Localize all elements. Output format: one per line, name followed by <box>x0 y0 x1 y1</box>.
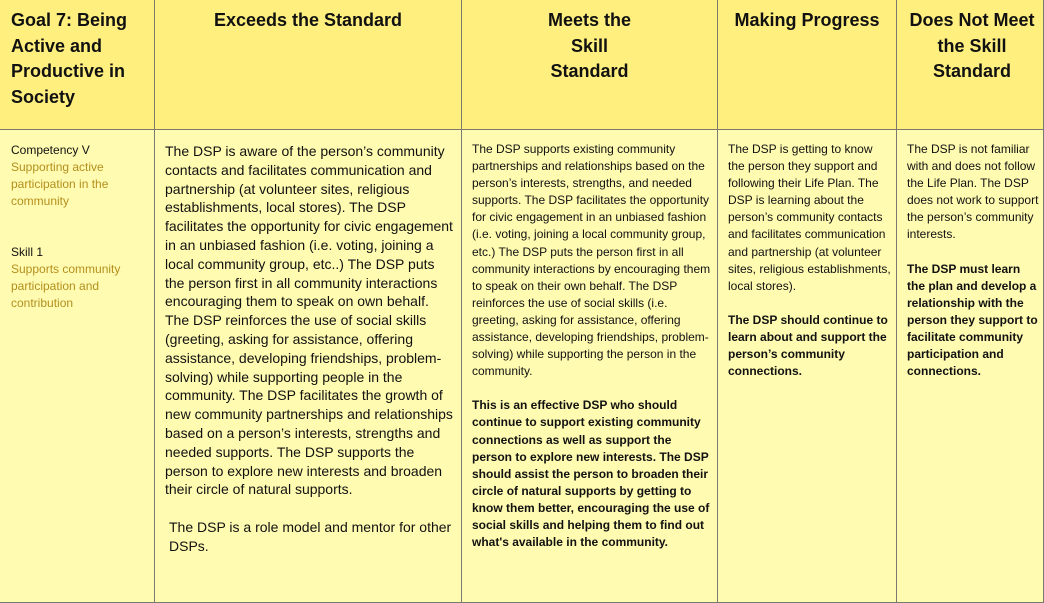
meets-recommendation: This is an effective DSP who should continue to support existing community connections as well as support the person to explore new interests. The DSP should assist the person to broaden their circle of natural supports by getting to know them better, encouraging the use of social skills and helping them to find out what's available in the community. <box>472 398 710 550</box>
level-meets-label: Meets the Skill Standard <box>547 10 632 81</box>
exceeds-cell <box>155 130 462 603</box>
meets-text: The DSP supports existing community partnerships and relationships based on the person’s interests, strengths, and needed supports. The DSP facilitates the opportunity for civic engagement in an unbiased fashion (i.e. voting, joining a local community group, etc.) The DSP puts the person first in all community interactions by encouraging them to speak on their own behalf. The DSP reinforces the use of social skills (i.e. greeting, asking for assistance, offering assistance, developing friendships, problem-solving) while supporting the person in the community. <box>472 142 711 379</box>
not-meet-cell <box>897 130 1044 603</box>
competency-label: Competency V <box>11 143 90 157</box>
level-meets-header <box>462 0 718 130</box>
progress-cell <box>718 130 897 603</box>
header-row <box>0 0 1044 130</box>
progress-recommendation: The DSP should continue to learn about and support the person’s community connections. <box>728 312 888 379</box>
level-not-meet-label: Does Not Meet the Skill Standard <box>909 10 1035 81</box>
competency-cell <box>0 130 155 603</box>
level-exceeds-header <box>155 0 462 130</box>
not-meet-recommendation: The DSP must learn the plan and develop a relationship with the person they support to facilitate community participation and connections. <box>907 261 1038 379</box>
level-progress-label: Making Progress <box>734 10 880 30</box>
level-progress-header <box>718 0 897 130</box>
exceeds-mentor-text: The DSP is a role model and mentor for other DSPs. <box>169 519 452 554</box>
content-row <box>0 130 1044 603</box>
skill-description: Supports community participation and contribution <box>11 262 121 310</box>
meets-cell <box>462 130 718 603</box>
exceeds-text: The DSP is aware of the person’s community contacts and facilitates communication and partnership (at volunteer sites, religious establishments, local stores). The DSP facilitates the opportunity for civic engagement in an unbiased fashion (i.e. voting, joining a local community group, etc..) The DSP puts the person first in all community interactions encouraging them to speak on own behalf. The DSP reinforces the use of social skills (greeting, asking for assistance, offering assistance, developing friendships, problem-solving) while supporting people in the community. The DSP facilitates the growth of new community partnerships and relationships based on a person’s interests, strengths and needed supports. The DSP supports the person to explore new interests and broaden their circle of natural supports. <box>165 143 453 498</box>
competency-description: Supporting active participation in the community <box>11 160 109 208</box>
level-exceeds-label: Exceeds the Standard <box>213 10 403 30</box>
not-meet-text: The DSP is not familiar with and does not follow the Life Plan. The DSP does not work to support the person’s community interests. <box>907 142 1039 242</box>
progress-text: The DSP is getting to know the person they support and following their Life Plan. The DSP is learning about the person’s community contacts and facilitates communication and partnership (at volunteer sites, religious establishments, local stores). <box>728 142 891 293</box>
skill-label: Skill 1 <box>11 245 44 259</box>
goal-title: Goal 7: Being Active and Productive in Society <box>0 0 155 130</box>
level-not-meet-header <box>897 0 1044 130</box>
